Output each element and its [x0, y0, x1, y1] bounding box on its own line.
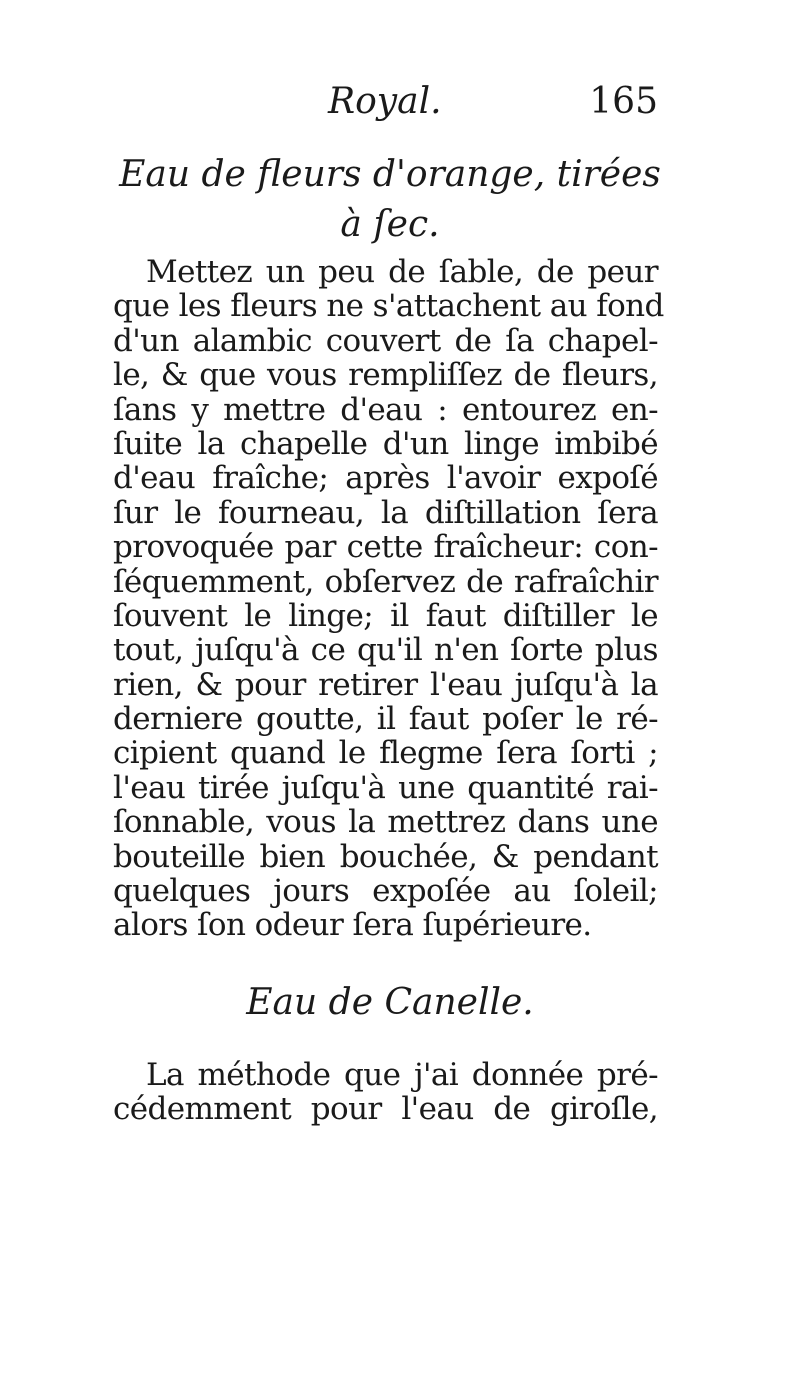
text-line: d'un alambic couvert de ſa chapel- — [113, 322, 658, 359]
text-line: le, & que vous rempliſſez de fleurs, — [113, 357, 658, 394]
running-head — [118, 78, 658, 128]
running-title: Royal. — [328, 81, 442, 122]
section-heading-orange-flower-water — [110, 150, 670, 250]
text-line: alors ſon odeur ſera ſupérieure. — [113, 907, 592, 944]
paragraph-orange-flower-water — [113, 254, 664, 944]
text-line: cipient quand le flegme ſera ſorti ; — [113, 735, 658, 772]
text-line: l'eau tirée juſqu'à une quantité rai- — [113, 769, 658, 806]
text-line: provoquée par cette fraîcheur: con- — [113, 529, 658, 566]
text-line: quelques jours expoſée au ſoleil; — [113, 873, 658, 910]
text-line: que les fleurs ne s'attachent au fond — [113, 288, 664, 325]
text-line: ſans y mettre d'eau : entourez en- — [113, 391, 658, 428]
page-number: 165 — [589, 81, 658, 122]
section-heading-cinnamon-water — [110, 978, 670, 1028]
text-line: ſonnable, vous la mettrez dans une — [113, 804, 658, 841]
text-line: cédemment pour l'eau de giroſle, — [113, 1091, 658, 1128]
text-line: derniere goutte, il faut poſer le ré- — [113, 701, 658, 738]
text-line: d'eau fraîche; après l'avoir expoſé — [113, 460, 658, 497]
heading-line: à ſec. — [340, 204, 440, 245]
text-line: La méthode que j'ai donnée pré- — [146, 1057, 658, 1093]
text-line: ſéquemment, obſervez de rafraîchir — [113, 563, 658, 600]
heading-line: Eau de fleurs d'orange, tirées — [119, 154, 661, 195]
text-line: bouteille bien bouchée, & pendant — [113, 838, 658, 875]
text-line: tout, juſqu'à ce qu'il n'en ſorte plus — [113, 632, 658, 669]
text-line: ſouvent le linge; il faut diſtiller le — [113, 597, 658, 634]
text-line: rien, & pour retirer l'eau juſqu'à la — [113, 666, 658, 703]
text-line: Mettez un peu de ſable, de peur — [146, 254, 658, 290]
text-line: ſuite la chapelle d'un linge imbibé — [113, 425, 658, 462]
text-line: ſur le fourneau, la diſtillation ſera — [113, 494, 658, 531]
paragraph-cinnamon-water — [113, 1058, 658, 1127]
heading-line: Eau de Canelle. — [246, 982, 534, 1023]
